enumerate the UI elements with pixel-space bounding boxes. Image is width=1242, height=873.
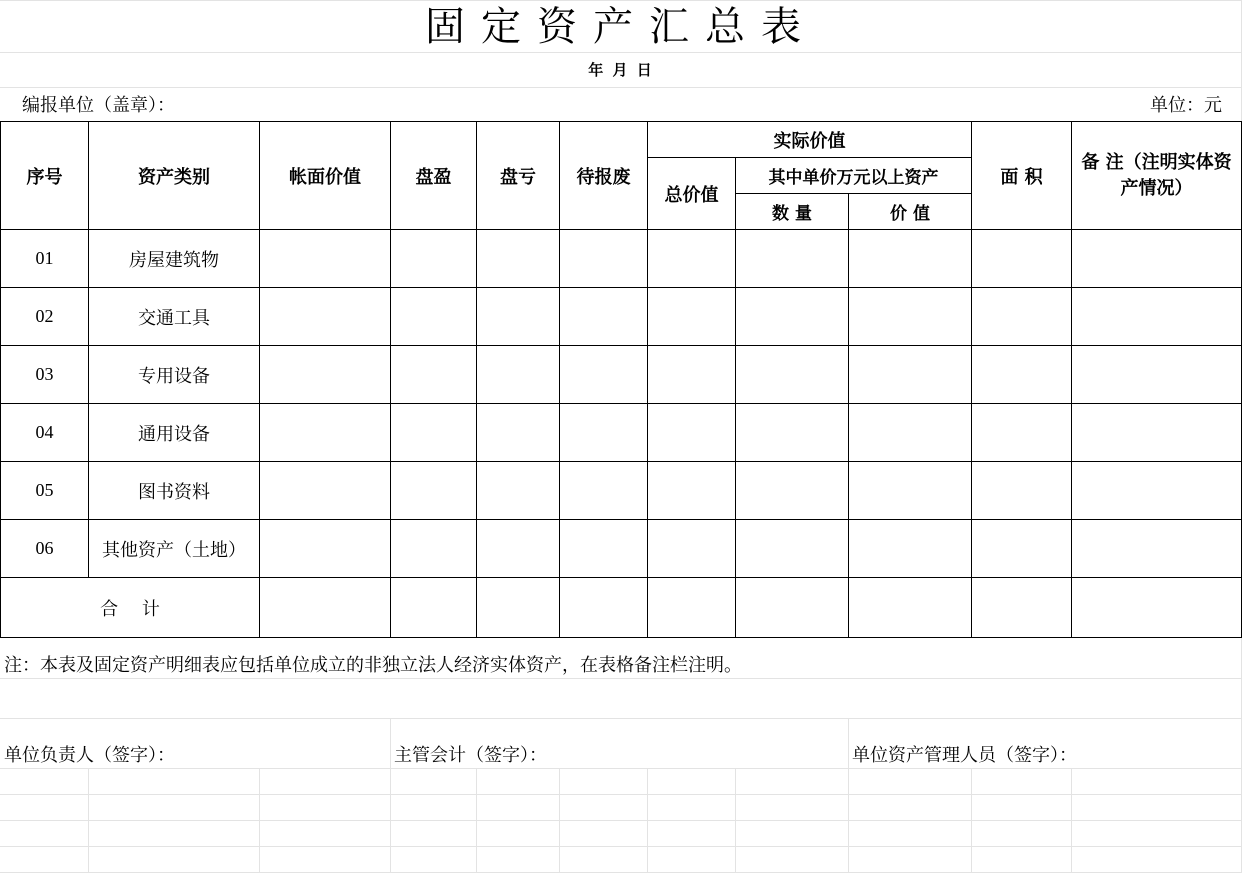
row-code: 04	[1, 404, 89, 462]
cell[interactable]	[849, 520, 972, 578]
cell[interactable]	[391, 404, 477, 462]
cell[interactable]	[972, 404, 1072, 462]
row-code: 05	[1, 462, 89, 520]
cell[interactable]	[648, 404, 736, 462]
header-total-value: 总价值	[648, 158, 736, 230]
row-code: 01	[1, 230, 89, 288]
table-row	[1, 346, 1242, 404]
cell[interactable]	[560, 578, 648, 638]
cell[interactable]	[1072, 462, 1242, 520]
cell[interactable]	[849, 462, 972, 520]
cell[interactable]	[849, 578, 972, 638]
cell[interactable]	[391, 346, 477, 404]
table-row	[1, 404, 1242, 462]
cell[interactable]	[736, 520, 849, 578]
cell[interactable]	[1072, 288, 1242, 346]
row-category: 其他资产（土地）	[89, 520, 260, 578]
cell[interactable]	[648, 288, 736, 346]
cell[interactable]	[560, 520, 648, 578]
row-category: 房屋建筑物	[89, 230, 260, 288]
cell[interactable]	[736, 404, 849, 462]
table-row	[1, 230, 1242, 288]
header-deficit: 盘亏	[477, 122, 560, 230]
cell[interactable]	[648, 578, 736, 638]
signature-asset-manager: 单位资产管理人员（签字）：	[852, 745, 1077, 766]
total-label: 合 计	[1, 578, 260, 638]
cell[interactable]	[1072, 230, 1242, 288]
cell[interactable]	[391, 230, 477, 288]
cell[interactable]	[477, 462, 560, 520]
header-seq: 序号	[1, 122, 89, 230]
cell[interactable]	[1072, 346, 1242, 404]
header-area: 面 积	[972, 122, 1072, 230]
cell[interactable]	[648, 230, 736, 288]
cell[interactable]	[260, 520, 391, 578]
total-row	[1, 578, 1242, 638]
cell[interactable]	[260, 578, 391, 638]
table-row	[1, 288, 1242, 346]
cell[interactable]	[736, 288, 849, 346]
cell[interactable]	[849, 230, 972, 288]
signature-unit-head: 单位负责人（签字）：	[4, 745, 175, 766]
header-actual-value: 实际价值	[648, 122, 972, 158]
cell[interactable]	[648, 462, 736, 520]
cell[interactable]	[736, 346, 849, 404]
date-line: 年 月 日	[588, 61, 654, 79]
row-category: 通用设备	[89, 404, 260, 462]
row-category: 交通工具	[89, 288, 260, 346]
row-code: 06	[1, 520, 89, 578]
cell[interactable]	[648, 520, 736, 578]
cell[interactable]	[477, 578, 560, 638]
cell[interactable]	[736, 230, 849, 288]
cell[interactable]	[477, 404, 560, 462]
cell[interactable]	[477, 230, 560, 288]
cell[interactable]	[260, 346, 391, 404]
cell[interactable]	[972, 288, 1072, 346]
cell[interactable]	[736, 462, 849, 520]
cell[interactable]	[849, 404, 972, 462]
cell[interactable]	[477, 346, 560, 404]
cell[interactable]	[972, 578, 1072, 638]
header-remark: 备 注（注明实体资产情况）	[1072, 122, 1242, 230]
signature-accountant: 主管会计（签字）：	[394, 745, 547, 766]
cell[interactable]	[849, 288, 972, 346]
cell[interactable]	[560, 288, 648, 346]
cell[interactable]	[560, 230, 648, 288]
header-surplus: 盘盈	[391, 122, 477, 230]
cell[interactable]	[560, 346, 648, 404]
cell[interactable]	[391, 462, 477, 520]
header-over-10k: 其中单价万元以上资产	[736, 158, 972, 194]
header-book-value: 帐面价值	[260, 122, 391, 230]
asset-summary-table	[0, 121, 1242, 638]
cell[interactable]	[1072, 404, 1242, 462]
cell[interactable]	[972, 462, 1072, 520]
cell[interactable]	[391, 520, 477, 578]
cell[interactable]	[477, 520, 560, 578]
row-code: 02	[1, 288, 89, 346]
cell[interactable]	[648, 346, 736, 404]
currency-unit-label: 单位：元	[1150, 95, 1222, 116]
row-category: 图书资料	[89, 462, 260, 520]
cell[interactable]	[1072, 520, 1242, 578]
cell[interactable]	[849, 346, 972, 404]
cell[interactable]	[972, 346, 1072, 404]
header-quantity: 数 量	[736, 194, 849, 230]
header-category: 资产类别	[89, 122, 260, 230]
cell[interactable]	[1072, 578, 1242, 638]
reporting-unit-label: 编报单位（盖章）：	[22, 95, 175, 116]
cell[interactable]	[260, 230, 391, 288]
cell[interactable]	[477, 288, 560, 346]
cell[interactable]	[391, 288, 477, 346]
header-value: 价 值	[849, 194, 972, 230]
cell[interactable]	[972, 230, 1072, 288]
cell[interactable]	[391, 578, 477, 638]
cell[interactable]	[560, 462, 648, 520]
footnote: 注：本表及固定资产明细表应包括单位成立的非独立法人经济实体资产，在表格备注栏注明。	[4, 655, 742, 676]
cell[interactable]	[260, 288, 391, 346]
table-row	[1, 520, 1242, 578]
page-title: 固定资产汇总表	[425, 4, 817, 50]
cell[interactable]	[736, 578, 849, 638]
cell[interactable]	[260, 404, 391, 462]
table-row	[1, 462, 1242, 520]
cell[interactable]	[972, 520, 1072, 578]
header-scrap: 待报废	[560, 122, 648, 230]
cell[interactable]	[260, 462, 391, 520]
cell[interactable]	[560, 404, 648, 462]
row-category: 专用设备	[89, 346, 260, 404]
row-code: 03	[1, 346, 89, 404]
